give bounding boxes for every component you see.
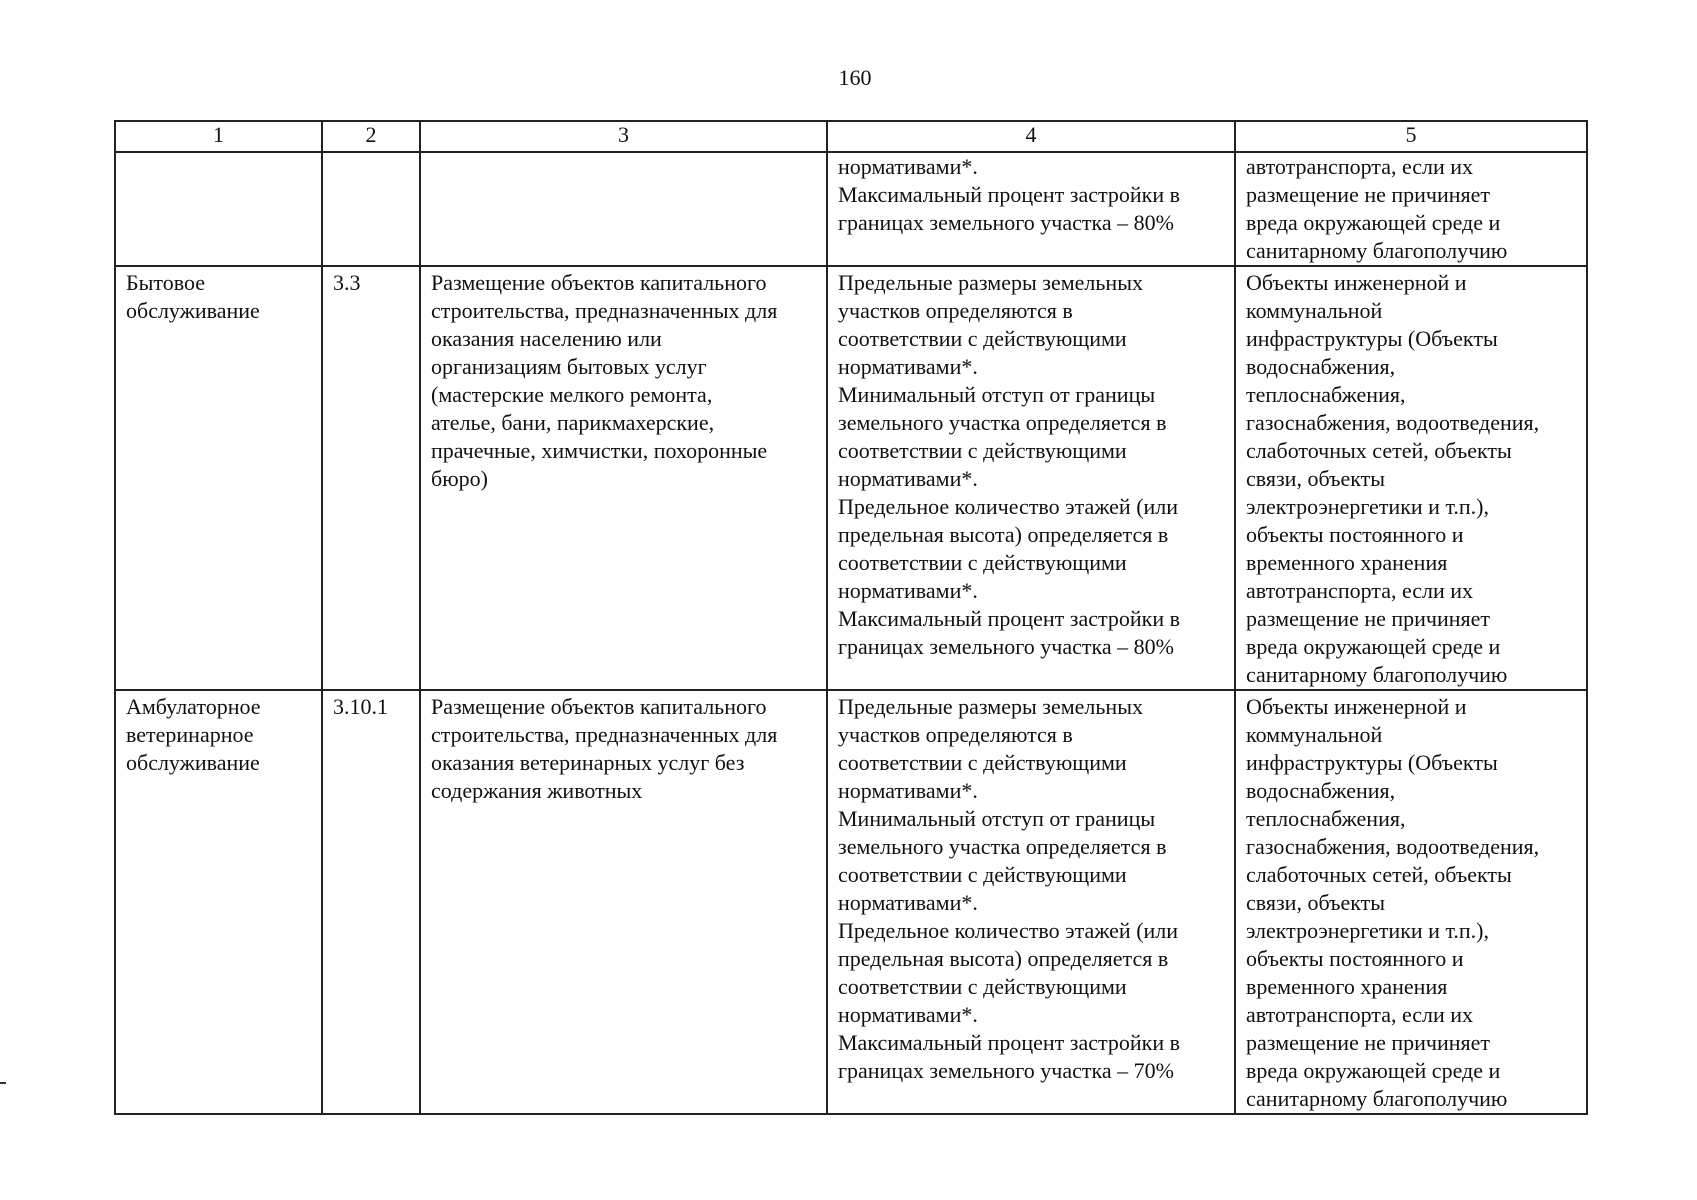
header-col-5: 5 [1235,121,1587,152]
use-description-text: Размещение объектов капитального строительства, предназначенных для оказания ветеринарных услуг без содержания животных [431,694,778,803]
header-col-3: 3 [420,121,827,152]
auxiliary-uses-text: Объекты инженерной и коммунальной инфраструктуры (Объекты водоснабжения, теплоснабжения, газоснабжения, водоотведения, слаботочных сетей, объекты связи, объекты электроэнергетики и т.п.), объекты постоянного и временного хранения автотранспорта, если их размещение не причиняет вреда окружающей среде и санитарному благополучию [1246,270,1540,687]
cell-use-code [322,152,420,266]
regulations-table [114,120,1588,1115]
use-code-text: 3.10.1 [333,694,388,719]
cell-auxiliary-uses [1235,152,1587,266]
header-row [115,121,1587,152]
parameters-text: Предельные размеры земельных участков определяются в соответствии с действующими нормативами*. Минимальный отступ от границы земельного участка определяется в соответствии с действующими нормативами*. Предельное количество этажей (или предельная высота) определяется в соответствии с действующими нормативами*. Максимальный процент застройки в границах земельного участка – 70% [838,694,1180,1083]
cell-use-description [420,152,827,266]
cell-use-name [115,266,322,690]
use-name-text: Амбулаторное ветеринарное обслуживание [126,694,261,775]
cell-parameters [827,690,1235,1114]
cell-parameters [827,266,1235,690]
cell-auxiliary-uses [1235,690,1587,1114]
cell-auxiliary-uses [1235,266,1587,690]
parameters-text: Предельные размеры земельных участков определяются в соответствии с действующими нормативами*. Минимальный отступ от границы земельного участка определяется в соответствии с действующими нормативами*. Предельное количество этажей (или предельная высота) определяется в соответствии с действующими нормативами*. Максимальный процент застройки в границах земельного участка – 80% [838,270,1180,659]
parameters-text: нормативами*. Максимальный процент застройки в границах земельного участка – 80% [838,154,1180,235]
use-code-text: 3.3 [333,270,361,295]
table-row [115,266,1587,690]
cell-use-code [322,266,420,690]
use-description-text: Размещение объектов капитального строительства, предназначенных для оказания населению или организациям бытовых услуг (мастерские мелкого ремонта, ателье, бани, парикмахерские, прачечные, химчистки, похоронные бюро) [431,270,778,491]
auxiliary-uses-text: Объекты инженерной и коммунальной инфраструктуры (Объекты водоснабжения, теплоснабжения, газоснабжения, водоотведения, слаботочных сетей, объекты связи, объекты электроэнергетики и т.п.), объекты постоянного и временного хранения автотранспорта, если их размещение не причиняет вреда окружающей среде и санитарному благополучию [1246,694,1540,1111]
cell-use-description [420,266,827,690]
use-name-text: Бытовое обслуживание [126,270,260,323]
header-col-1: 1 [115,121,322,152]
table-row [115,152,1587,266]
cell-use-description [420,690,827,1114]
cell-parameters [827,152,1235,266]
cell-use-code [322,690,420,1114]
cell-use-name [115,690,322,1114]
table-row [115,690,1587,1114]
margin-mark [0,1082,6,1084]
cell-use-name [115,152,322,266]
header-col-4: 4 [827,121,1235,152]
page-number: 160 [838,65,872,90]
header-col-2: 2 [322,121,420,152]
auxiliary-uses-text: автотранспорта, если их размещение не причиняет вреда окружающей среде и санитарному благополучию [1246,154,1508,263]
